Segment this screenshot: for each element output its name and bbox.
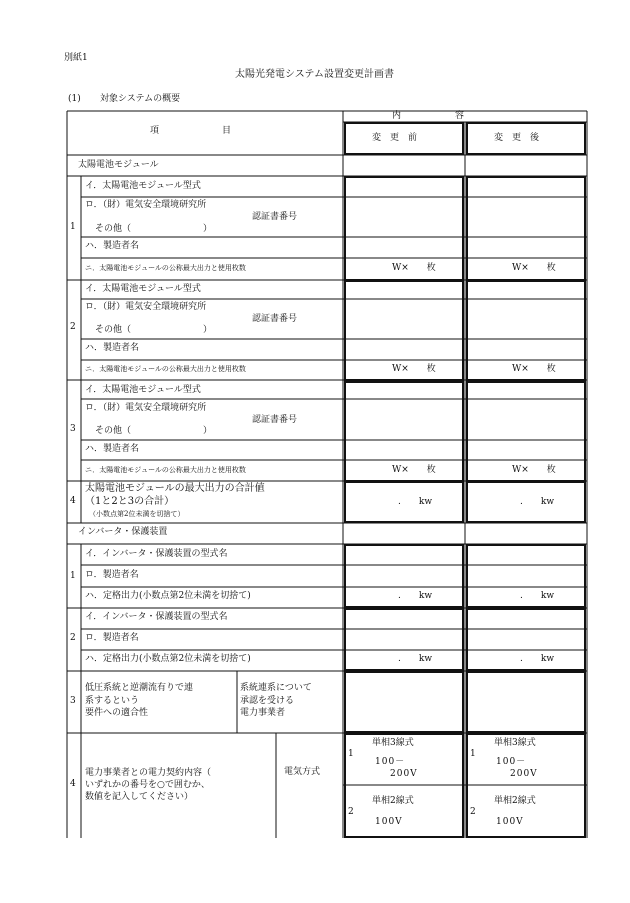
after-option1-voltage2: 200V [510,769,538,779]
module-output-before: W× 枚 [392,364,436,374]
inverter-group-number: 2 [70,633,76,643]
document-title: 太陽光発電システム設置変更計画書 [235,69,394,80]
row3-number: 3 [70,696,76,706]
item-header: 項 目 [150,126,232,136]
after-option2-type: 単相2線式 [494,796,536,806]
module-cert-number-label: 認証書番号 [252,212,298,222]
inverter-maker-label: ロ．製造者名 [85,633,139,643]
row4-method-label: 電気方式 [284,767,321,777]
module-type-label: イ．太陽電池モジュール型式 [85,284,201,294]
module-output-after: W× 枚 [512,364,556,374]
module-cert-other-label: その他（ ） [95,224,213,234]
row3-condition-line1: 低圧系統と逆潮流有りで連 [85,683,194,693]
module-cert-label: ロ．（財）電気安全環境研究所 [85,200,207,210]
module-cert-number-label: 認証書番号 [252,314,298,324]
module-output-label: ニ．太陽電池モジュールの公称最大出力と使用枚数 [85,264,246,272]
module-output-label: ニ．太陽電池モジュールの公称最大出力と使用枚数 [85,365,246,373]
after-header: 変 更 後 [494,133,540,143]
module-output-label: ニ．太陽電池モジュールの公称最大出力と使用枚数 [85,466,246,474]
module-cert-other-label: その他（ ） [95,426,213,436]
module-total-title: 太陽電池モジュールの最大出力の合計値 [85,483,265,494]
module-output-before: W× 枚 [392,465,436,475]
module-group-number: 1 [70,222,76,232]
before-option2-type: 単相2線式 [372,796,414,806]
inverter-group-number: 1 [70,571,76,581]
inverter-rated-after: . kw [520,591,555,601]
module-cert-number-label: 認証書番号 [252,415,298,425]
before-option2-voltage: 100V [375,817,403,827]
module-group-number: 2 [70,322,76,332]
before-option1-type: 単相3線式 [372,738,414,748]
module-output-after: W× 枚 [512,465,556,475]
module-total-number: 4 [70,496,76,506]
module-maker-label: ハ．製造者名 [85,241,140,251]
content-header: 内 容 [392,111,465,121]
module-output-before: W× 枚 [392,263,436,273]
row4-number: 4 [70,779,76,789]
after-option1-voltage: 100－ [496,757,527,767]
after-option2-voltage: 100V [496,817,524,827]
row4-contract-line2: いずれかの番号を○で囲むか、 [85,780,210,790]
row4-contract-line1: 電力事業者との電力契約内容（ [85,768,212,778]
row3-utility-line2: 承認を受ける [240,696,295,706]
module-total-before: . kw [398,497,433,507]
row3-utility-line3: 電力事業者 [240,708,286,718]
inverter-maker-label: ロ．製造者名 [85,570,139,580]
section-number: (1) [68,94,81,104]
inverter-type-label: イ．インバータ・保護装置の型式名 [85,612,228,622]
module-group-number: 3 [70,424,76,434]
before-header: 変 更 前 [372,133,418,143]
attachment-label: 別紙1 [64,53,88,63]
module-maker-label: ハ．製造者名 [85,444,140,454]
row3-condition-line2: 系するという [85,696,140,706]
inverters-heading: インバータ・保護装置 [78,527,168,537]
inverter-rated-before: . kw [398,654,433,664]
module-output-after: W× 枚 [512,263,556,273]
before-option1-voltage2: 200V [390,769,418,779]
section-label: 対象システムの概要 [100,94,181,104]
inverter-rated-label: ハ．定格出力(小数点第2位未満を切捨て) [85,591,251,601]
before-option1-number: 1 [348,749,354,759]
module-type-label: イ．太陽電池モジュール型式 [85,181,201,191]
module-total-note: （小数点第2位未満を切捨て） [89,510,185,518]
module-cert-label: ロ．（財）電気安全環境研究所 [85,403,207,413]
inverter-rated-before: . kw [398,591,433,601]
module-cert-other-label: その他（ ） [95,325,213,335]
module-cert-label: ロ．（財）電気安全環境研究所 [85,302,207,312]
after-option1-type: 単相3線式 [494,738,536,748]
row3-condition-line3: 要件への適合性 [85,708,149,718]
before-option2-number: 2 [348,807,354,817]
modules-heading: 太陽電池モジュール [78,160,159,170]
after-option1-number: 1 [470,749,476,759]
inverter-rated-label: ハ．定格出力(小数点第2位未満を切捨て) [85,654,251,664]
module-total-subtitle: （1と2と3の合計） [85,496,175,507]
module-type-label: イ．太陽電池モジュール型式 [85,385,201,395]
inverter-type-label: イ．インバータ・保護装置の型式名 [85,549,228,559]
module-total-after: . kw [520,497,555,507]
row3-utility-line1: 系統連系について [240,683,312,693]
after-option2-number: 2 [470,807,476,817]
before-option1-voltage: 100－ [375,757,406,767]
inverter-rated-after: . kw [520,654,555,664]
row4-contract-line3: 数値を記入してください） [85,792,194,802]
module-maker-label: ハ．製造者名 [85,343,140,353]
